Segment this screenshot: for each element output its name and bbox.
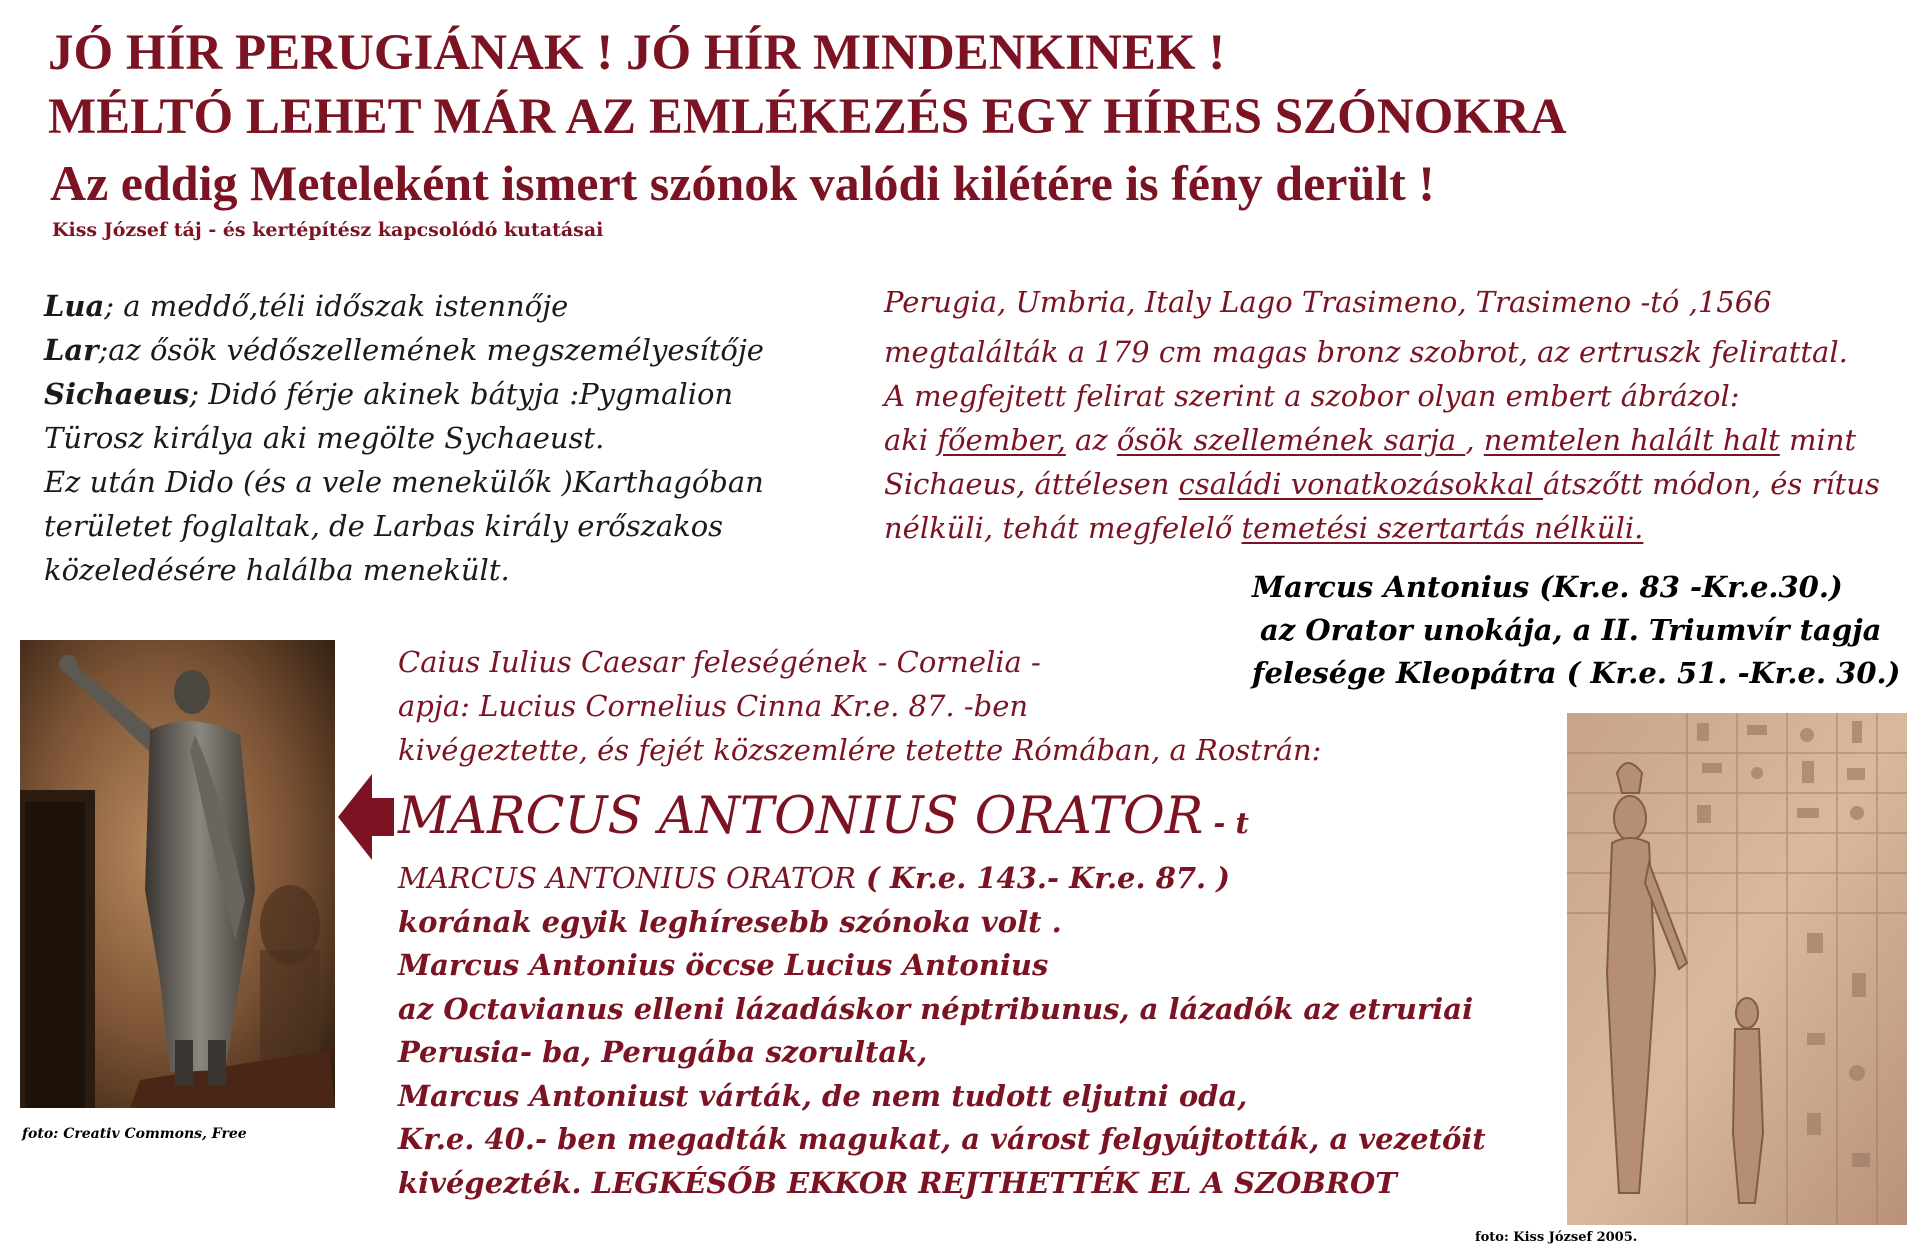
left-line-2-text: ;az ősök védőszellemének megszemélyesítője: [98, 333, 764, 367]
bottom-line-3: Marcus Antonius öccse Lucius Antonius: [398, 948, 1049, 982]
caius-line-3: kivégeztette, és fejét közszemlére tetette Rómában, a Rostrán:: [398, 733, 1322, 767]
left-text-block: [44, 284, 764, 592]
r4-underline-2: ősök szellemének sarja: [1116, 423, 1466, 457]
bottom-line-8: kivégezték. LEGKÉSŐB EKKOR REJTHETTÉK EL A SZOBROT: [398, 1165, 1397, 1200]
headline-3: Az eddig Meteleként ismert szónok valódi kilétére is fény derült !: [50, 155, 1435, 211]
right-line-6: [884, 506, 1880, 550]
bottom-line-4: az Octavianus elleni lázadáskor néptribunus, a lázadók az etruriai: [398, 991, 1474, 1026]
r4c: ,: [1465, 423, 1484, 457]
marcus-antonius-block: [1252, 566, 1900, 695]
right-line-3: A megfejtett felirat szerint a szobor olyan embert ábrázol:: [884, 379, 1740, 413]
right-photo-credit: foto: Kiss József 2005.: [1475, 1230, 1638, 1245]
bottom-text-block: [398, 857, 1486, 1205]
caius-line-1: Caius Iulius Caesar feleségének - Cornelia -: [398, 645, 1041, 679]
r5b: átszőtt módon, és rítus: [1543, 467, 1880, 501]
big-title-main: MARCUS ANTONIUS ORATOR: [398, 787, 1204, 846]
bottom-line-1: [398, 857, 1486, 901]
left-line-1-text: ; a meddő,téli időszak istennője: [104, 289, 569, 323]
caius-line-2: apja: Lucius Cornelius Cinna Kr.e. 87. -ben: [398, 689, 1029, 723]
r4b: az: [1065, 423, 1117, 457]
left-line-2: [44, 328, 764, 372]
left-photo-credit: foto: Creativ Commons, Free: [22, 1126, 247, 1142]
r5-underline: családi vonatkozásokkal: [1178, 467, 1544, 501]
bottom-line-5: Perusia- ba, Perugába szorultak,: [398, 1035, 928, 1069]
term-lar: Lar: [44, 333, 99, 367]
left-line-6: területet foglaltak, de Larbas király erőszakos: [44, 509, 724, 543]
left-line-7: közeledésére halálba menekült.: [44, 553, 510, 587]
left-line-5: Ez után Dido (és a vele menekülők )Karthagóban: [44, 465, 764, 499]
big-title: [398, 787, 1249, 846]
right-line-4: [884, 418, 1880, 462]
bottom-line-7: Kr.e. 40.- ben megadták magukat, a várost felgyújtották, a vezetőit: [398, 1122, 1486, 1156]
term-lua: Lua: [44, 289, 105, 323]
bottom-line-2: korának egyik leghíresebb szónoka volt .: [398, 904, 1062, 939]
r4-underline-1: főember,: [937, 423, 1066, 457]
ma-line-3: felesége Kleopátra ( Kr.e. 51. -Kr.e. 30.): [1252, 656, 1901, 690]
ma-line-1: Marcus Antonius (Kr.e. 83 -Kr.e.30.): [1252, 570, 1843, 604]
left-line-3-text: ; Didó férje akinek bátyja :Pygmalion: [189, 377, 734, 411]
ma-line-2: az Orator unokája, a II. Triumvír tagja: [1260, 613, 1882, 647]
left-line-3: [44, 372, 764, 416]
orator-name: MARCUS ANTONIUS ORATOR: [398, 861, 856, 895]
r5a: Sichaeus, áttélesen: [884, 467, 1179, 501]
right-line-1: Perugia, Umbria, Italy Lago Trasimeno, Trasimeno -tó ,1566: [884, 285, 1772, 319]
r4a: aki: [884, 423, 938, 457]
r6-underline: temetési szertartás nélküli.: [1241, 511, 1644, 545]
r4-underline-3: nemtelen halált halt: [1483, 423, 1780, 457]
bottom-line-6: Marcus Antoniust várták, de nem tudott eljutni oda,: [398, 1078, 1248, 1113]
author-credit: Kiss József táj - és kertépítész kapcsolódó kutatásai: [52, 219, 604, 241]
left-arrow-icon: [338, 774, 394, 860]
right-text-block: [884, 280, 1880, 550]
big-title-suffix: - t: [1203, 806, 1249, 840]
headline-1: JÓ HÍR PERUGIÁNAK ! JÓ HÍR MINDENKINEK !: [48, 25, 1226, 81]
orator-dates: ( Kr.e. 143.- Kr.e. 87. ): [855, 861, 1230, 895]
r6a: nélküli, tehát megfelelő: [884, 511, 1242, 545]
left-line-1: [44, 284, 764, 328]
term-sichaeus: Sichaeus: [44, 377, 190, 411]
headline-2: MÉLTÓ LEHET MÁR AZ EMLÉKEZÉS EGY HÍRES SZÓNOKRA: [48, 89, 1567, 145]
caius-text-block: [398, 640, 1321, 772]
right-line-5: [884, 462, 1880, 506]
statue-photo: [20, 640, 335, 1108]
right-line-2: megtalálták a 179 cm magas bronz szobrot, az ertruszk felirattal.: [884, 335, 1848, 369]
relief-photo: [1567, 713, 1907, 1225]
left-line-4: Türosz királya aki megölte Sychaeust.: [44, 421, 605, 455]
r4d: mint: [1779, 423, 1857, 457]
